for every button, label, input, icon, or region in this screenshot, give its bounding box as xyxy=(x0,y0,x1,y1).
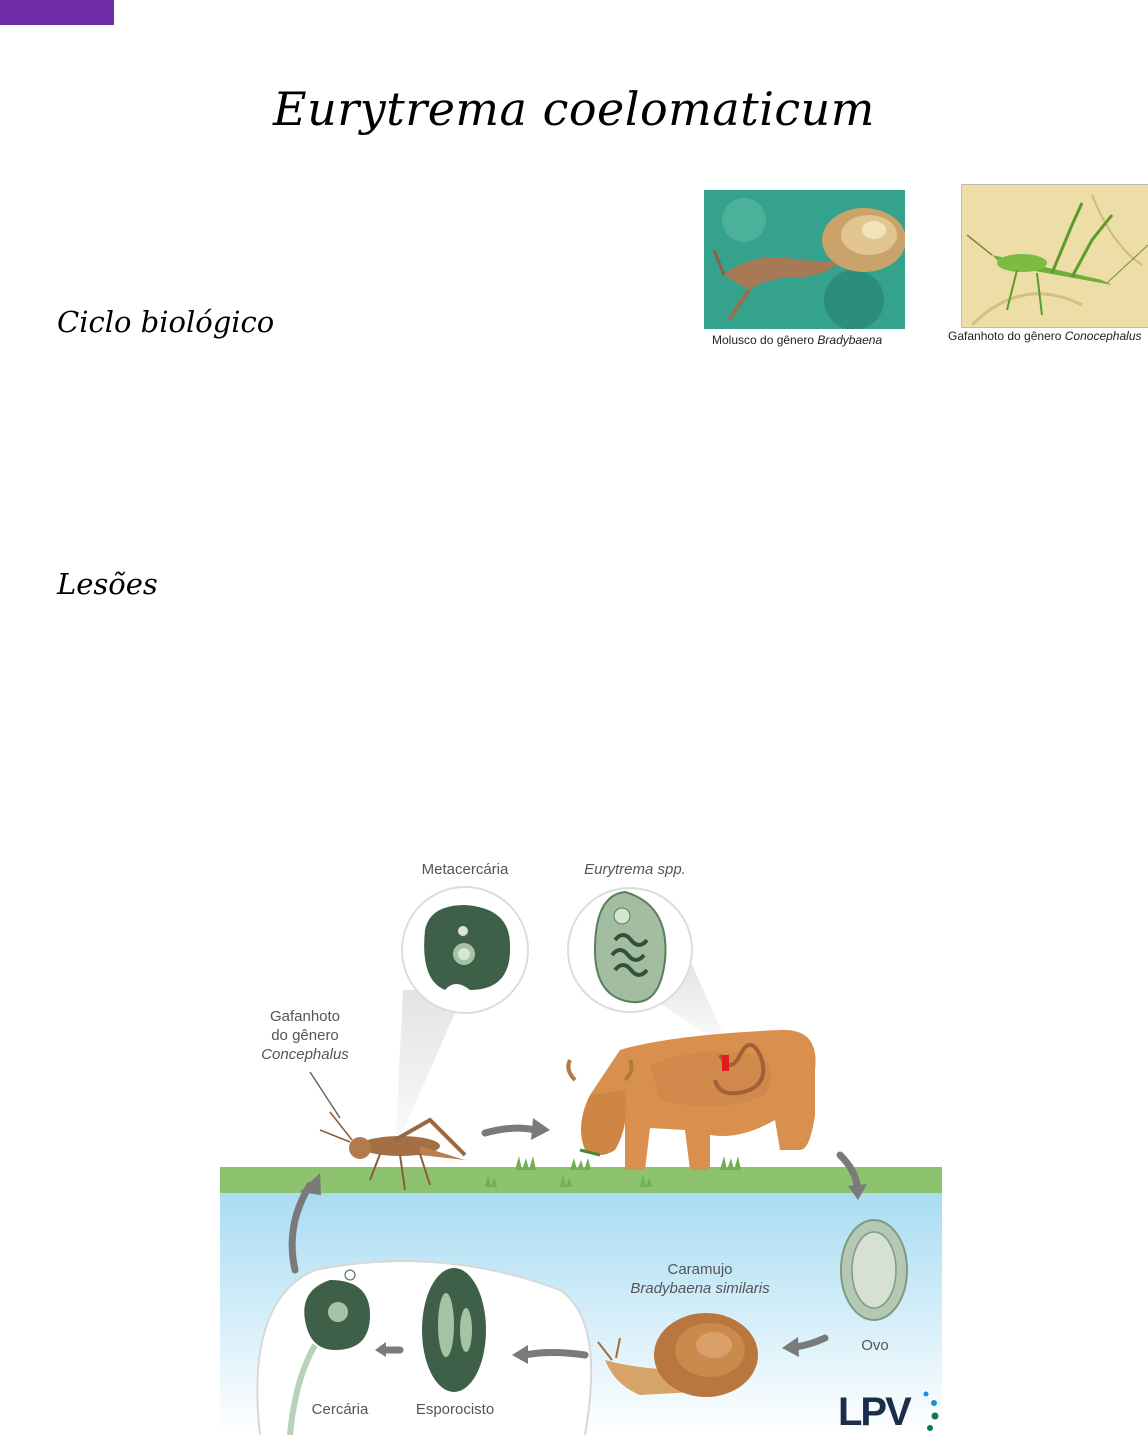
grasshopper-caption-genus: Conocephalus xyxy=(1064,329,1142,343)
label-snail-line2: Bradybaena similaris xyxy=(630,1280,770,1297)
life-cycle-illustration xyxy=(220,850,945,1435)
label-eurytrema-text: Eurytrema spp. xyxy=(584,861,686,878)
page-title: Eurytrema coelomaticum xyxy=(273,82,875,136)
label-grasshopper xyxy=(245,1007,365,1064)
label-egg: Ovo xyxy=(861,1337,889,1354)
grasshopper-caption xyxy=(948,329,1142,343)
snail-caption-genus: Bradybaena xyxy=(817,333,883,347)
snail-caption-text: Molusco do gênero xyxy=(712,333,818,347)
label-grasshopper-line2: do gênero xyxy=(271,1027,339,1044)
lpv-logo: LPV xyxy=(838,1390,910,1434)
label-metacercaria: Metacercária xyxy=(421,861,509,878)
label-grasshopper-line1: Gafanhoto xyxy=(269,1008,341,1025)
cow-figure xyxy=(568,1030,815,1170)
life-cycle-diagram xyxy=(220,850,945,1435)
label-snail xyxy=(615,1260,785,1298)
accent-tab xyxy=(0,0,114,25)
label-sporocyst: Esporocisto xyxy=(415,1401,495,1418)
section-heading-ciclo: Ciclo biológico xyxy=(57,305,275,339)
label-cercaria: Cercária xyxy=(311,1401,369,1418)
snail-photo xyxy=(704,190,905,329)
grasshopper-caption-text: Gafanhoto do gênero xyxy=(948,329,1065,343)
section-heading-lesoes: Lesões xyxy=(57,567,158,601)
label-grasshopper-line3: Concephalus xyxy=(261,1046,349,1063)
lpv-logo-dots xyxy=(922,1390,942,1435)
label-snail-line1: Caramujo xyxy=(667,1261,733,1278)
grasshopper-photo xyxy=(961,184,1148,328)
snail-caption xyxy=(712,333,882,347)
label-eurytrema xyxy=(575,861,695,878)
